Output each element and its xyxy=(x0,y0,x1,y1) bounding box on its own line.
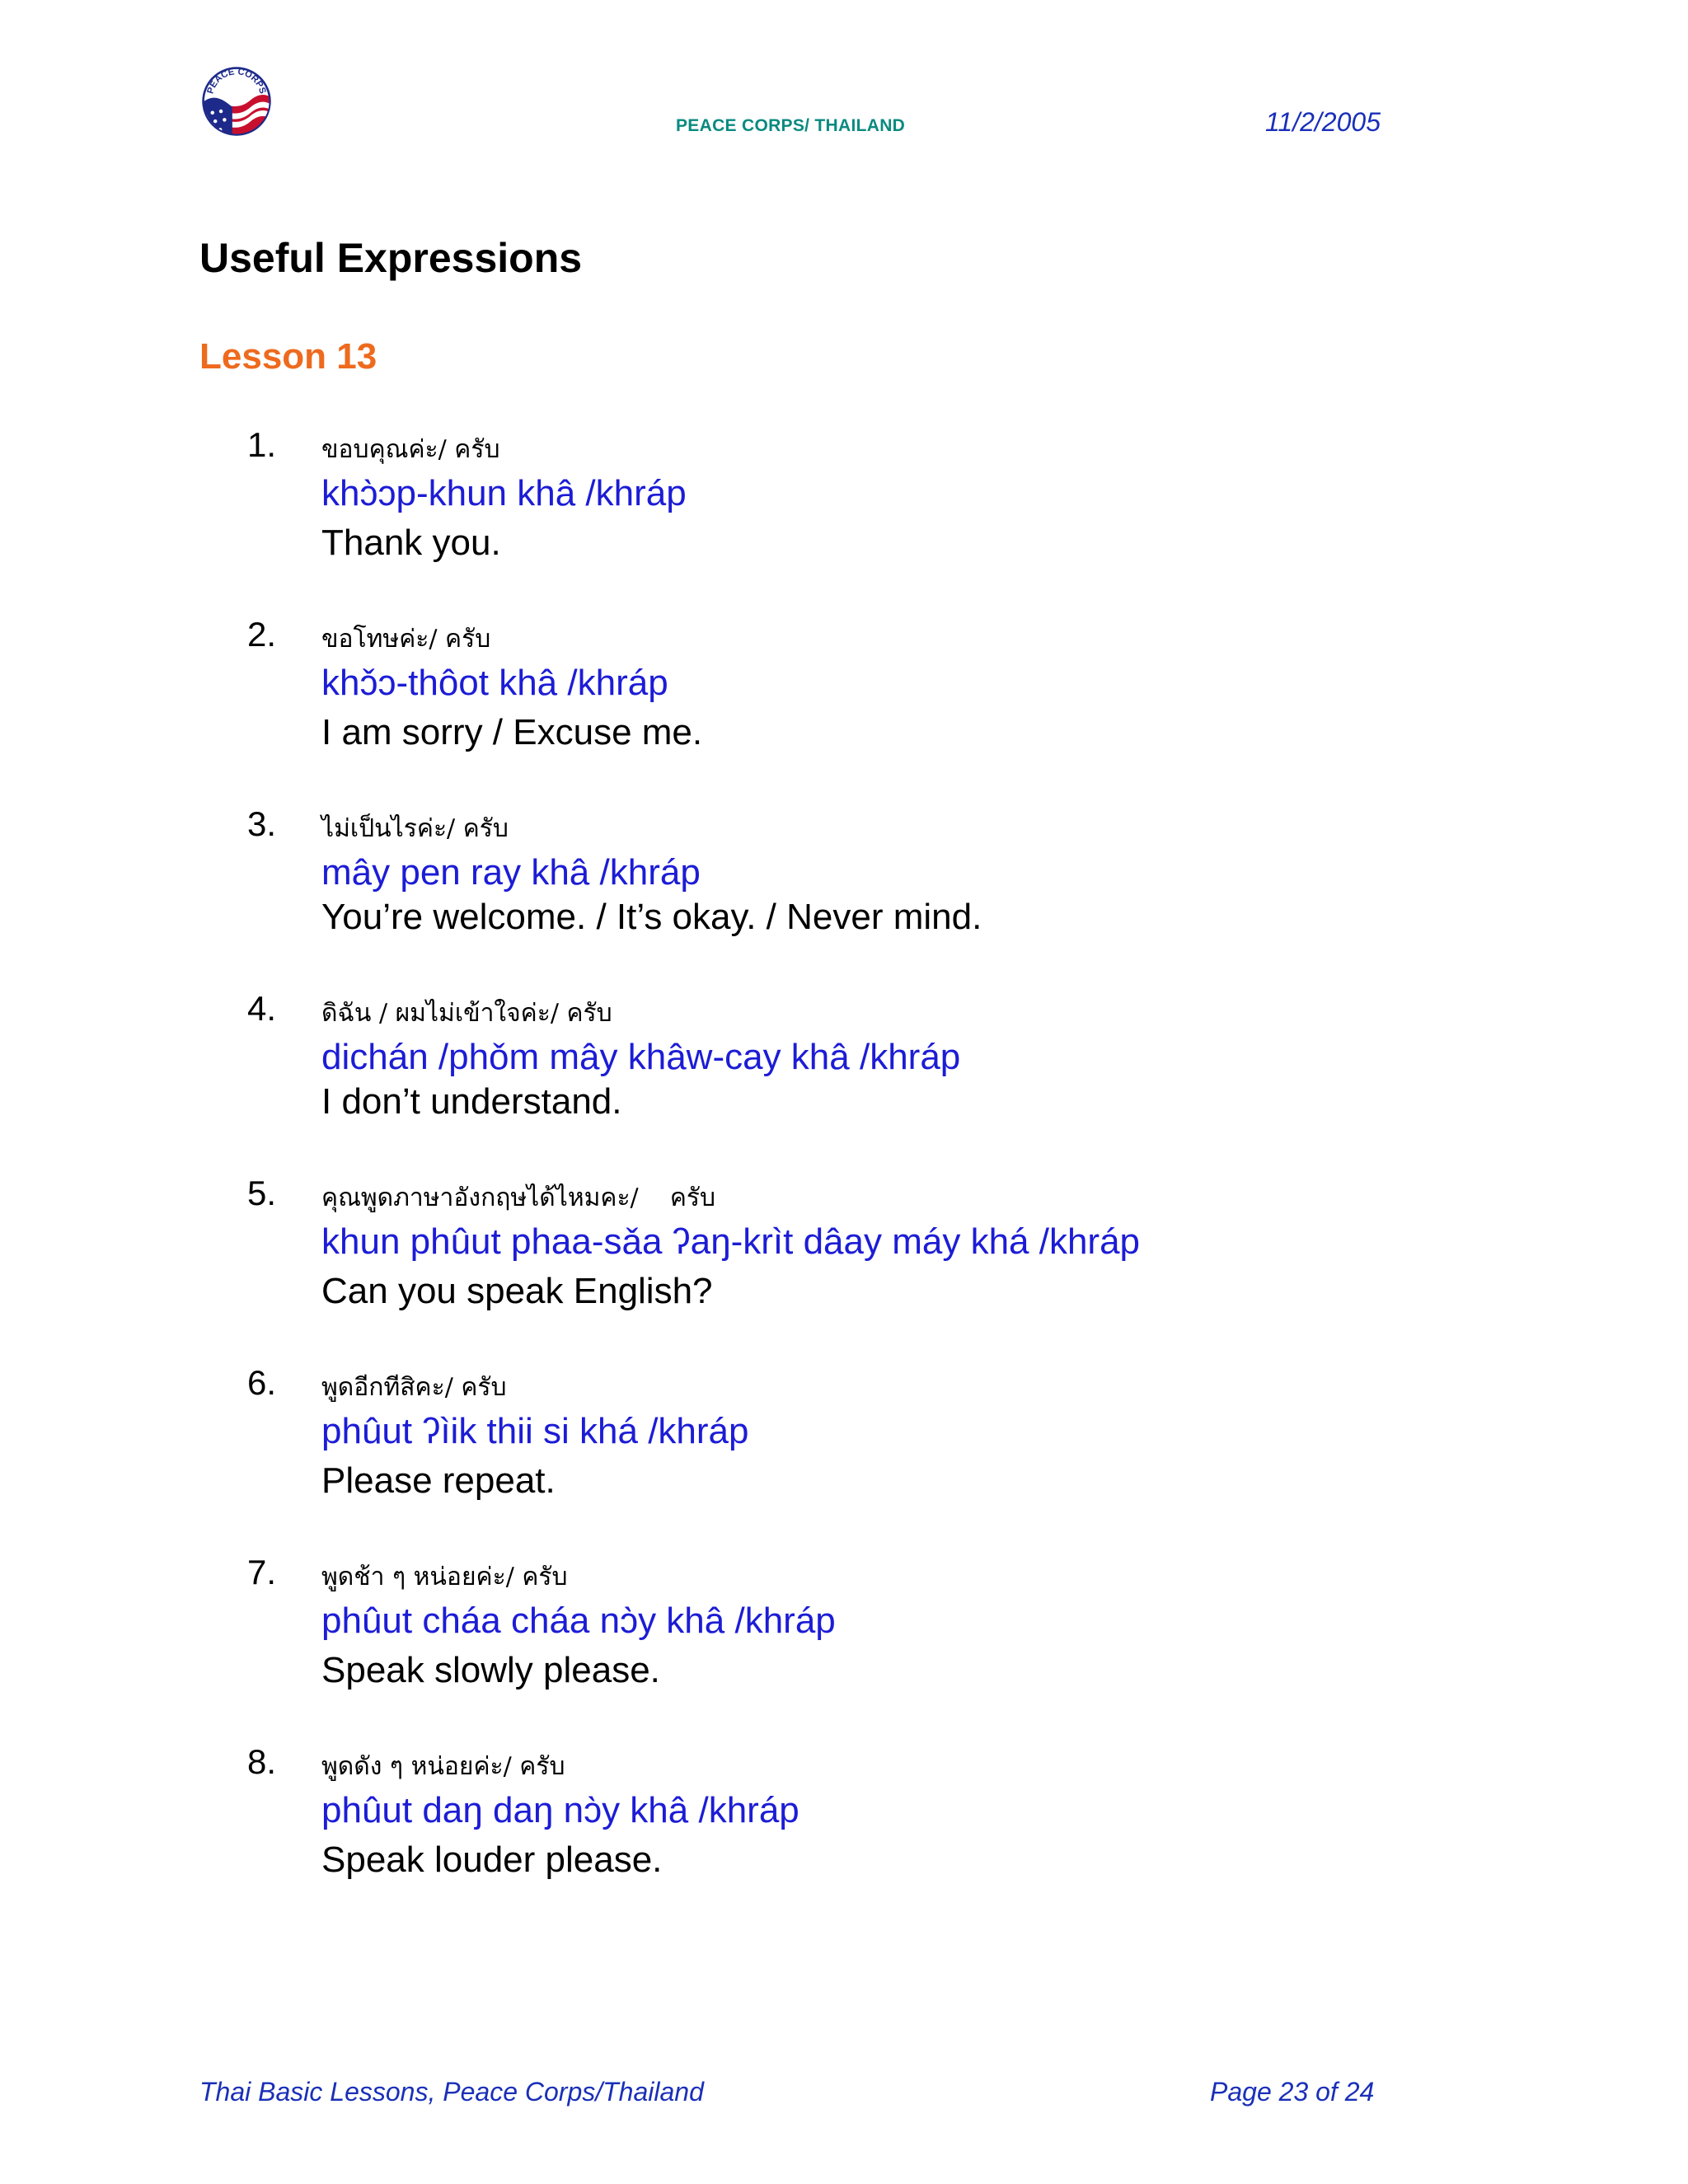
entry-number: 2. xyxy=(247,615,277,654)
entry-romanization: phûut cháa cháa nɔ̀y khâ /khráp xyxy=(321,1601,836,1641)
entry-thai-text: ไม่เป็นไรค่ะ/ ครับ xyxy=(321,814,509,843)
entry-english-translation: I am sorry / Excuse me. xyxy=(321,712,703,752)
footer-document-title: Thai Basic Lessons, Peace Corps/Thailand xyxy=(199,2077,704,2107)
entry-number: 7. xyxy=(247,1553,277,1591)
entry-thai-text: พูดช้า ๆ หน่อยค่ะ/ ครับ xyxy=(321,1563,568,1591)
expression-entry xyxy=(247,1363,1484,1528)
entry-number: 8. xyxy=(247,1742,277,1781)
page-title: Useful Expressions xyxy=(199,235,583,281)
expression-entry xyxy=(247,615,1484,780)
entry-english-translation: Can you speak English? xyxy=(321,1271,713,1311)
entry-romanization: khun phûut phaa-sǎa ʔaŋ-krìt dâay máy khá /khráp xyxy=(321,1221,1141,1262)
expression-entry xyxy=(247,425,1484,590)
entry-romanization: phûut daŋ daŋ nɔ̀y khâ /khráp xyxy=(321,1790,799,1830)
entry-english-translation: I don’t understand. xyxy=(321,1081,622,1122)
header-date: 11/2/2005 xyxy=(1265,107,1381,137)
lesson-title: Lesson 13 xyxy=(199,336,377,377)
entry-english-translation: You’re welcome. / It’s okay. / Never mind. xyxy=(321,897,982,937)
entry-thai-text: พูดอีกทีสิคะ/ ครับ xyxy=(321,1373,507,1402)
entry-thai-text: พูดดัง ๆ หน่อยค่ะ/ ครับ xyxy=(321,1752,565,1781)
entry-romanization: khɔ̀ɔp-khun khâ /khráp xyxy=(321,473,687,513)
logo-text: PEACE CORPS xyxy=(205,67,268,96)
entry-thai-text: ดิฉัน / ผมไม่เข้าใจค่ะ/ ครับ xyxy=(321,999,612,1028)
entry-number: 1. xyxy=(247,425,277,464)
entry-english-translation: Speak slowly please. xyxy=(321,1650,660,1690)
entry-english-translation: Please repeat. xyxy=(321,1460,556,1501)
entry-english-translation: Thank you. xyxy=(321,523,501,563)
expression-entry xyxy=(247,1174,1484,1338)
entry-romanization: phûut ʔìik thii si khá /khráp xyxy=(321,1411,749,1451)
expression-entry xyxy=(247,1553,1484,1718)
entry-romanization: khɔ̌ɔ-thôot khâ /khráp xyxy=(321,663,668,703)
entry-romanization: mây pen ray khâ /khráp xyxy=(321,852,701,893)
header-organization: PEACE CORPS/ THAILAND xyxy=(676,116,906,135)
expression-entry xyxy=(247,1742,1484,1907)
entry-thai-text: ขอโทษค่ะ/ ครับ xyxy=(321,625,491,654)
entry-english-translation: Speak louder please. xyxy=(321,1840,663,1880)
entry-romanization: dichán /phǒm mây khâw-cay khâ /khráp xyxy=(321,1037,961,1077)
expression-entry xyxy=(247,989,1484,1154)
entry-number: 4. xyxy=(247,989,277,1028)
entry-number: 3. xyxy=(247,804,277,843)
entry-number: 6. xyxy=(247,1363,277,1402)
footer-page-number: Page 23 of 24 xyxy=(1210,2077,1375,2107)
expression-entry xyxy=(247,804,1484,969)
entry-thai-text: ขอบคุณค่ะ/ ครับ xyxy=(321,435,500,464)
entry-thai-text: คุณพูดภาษาอังกฤษได้ไหมคะ/ ครับ xyxy=(321,1183,716,1212)
peace-corps-logo-icon xyxy=(201,66,272,137)
entry-number: 5. xyxy=(247,1174,277,1212)
